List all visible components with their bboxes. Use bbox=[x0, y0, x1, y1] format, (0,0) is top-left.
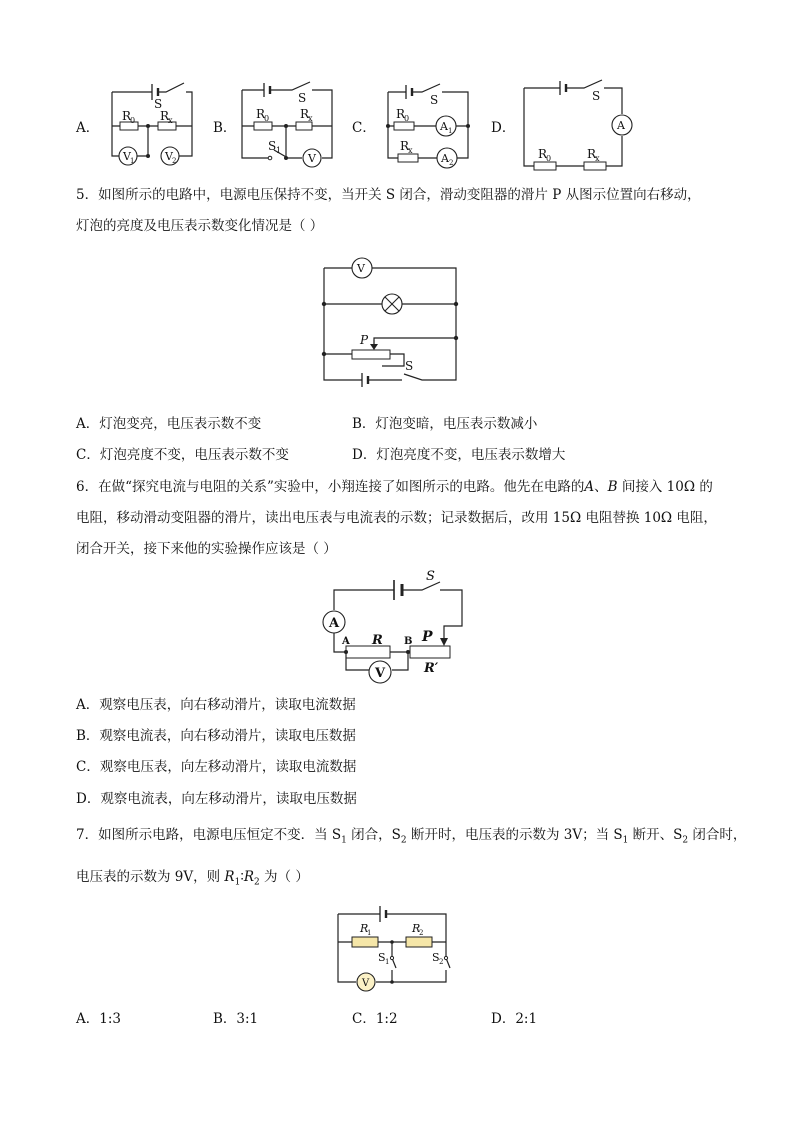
q4-option-a-circuit bbox=[108, 78, 198, 173]
q7-colon: ∶ bbox=[240, 869, 244, 885]
q6-resistor-label: R bbox=[372, 633, 383, 648]
q7-s1-label-sub: 1 bbox=[385, 958, 390, 966]
q4-option-d-circuit bbox=[520, 78, 630, 174]
q6-point-b-label: B bbox=[404, 636, 413, 647]
q7-r2-label: R bbox=[412, 922, 421, 935]
q6-voltmeter-label: V bbox=[375, 666, 386, 681]
q7-r1-sub: 1 bbox=[234, 877, 241, 888]
q4d-r0-sub: 0 bbox=[546, 154, 552, 163]
q5-text-line1: 5．如图所示的电路中，电源电压保持不变，当开关 S 闭合，滑动变阻器的滑片 P 从图示位置向右移动， bbox=[76, 187, 701, 203]
q6-slider-label: P bbox=[422, 629, 433, 645]
q5-circuit bbox=[318, 254, 468, 389]
q7-line2-a: 电压表的示数为 9V，则 bbox=[76, 869, 225, 885]
q4a-rx-label: R bbox=[160, 109, 170, 123]
q6-point-a: A bbox=[584, 479, 595, 495]
q5-option-a[interactable]: A．灯泡变亮，电压表示数不变 bbox=[76, 416, 262, 432]
q6-rheostat-label: R′ bbox=[424, 661, 439, 676]
q7-r2-sub: 2 bbox=[254, 877, 260, 888]
q5-slider-label: P bbox=[360, 333, 369, 347]
q7-s2-label: S bbox=[432, 951, 440, 964]
q4-option-b-letter[interactable]: B． bbox=[213, 120, 237, 136]
q4b-v-label: V bbox=[308, 152, 316, 165]
q7-line1-e: 闭合时， bbox=[688, 827, 747, 843]
q7-option-d[interactable]: D．2:1 bbox=[491, 1011, 538, 1027]
q7-r1: R bbox=[224, 869, 235, 885]
q4a-switch-label: S bbox=[154, 97, 163, 111]
q7-line1-d: 断开、S bbox=[628, 827, 683, 843]
q5-text-line2: 灯泡的亮度及电压表示数变化情况是（ ） bbox=[76, 218, 324, 234]
q7-s1-label: S bbox=[378, 951, 386, 964]
q4d-r0-label: R bbox=[538, 147, 548, 161]
q6-option-b[interactable]: B．观察电流表，向右移动滑片，读取电压数据 bbox=[76, 728, 356, 744]
q4a-v1-sub: 1 bbox=[130, 157, 135, 165]
q6-line1-post: 间接入 10Ω 的 bbox=[617, 479, 713, 495]
q4-option-b-circuit bbox=[240, 80, 336, 170]
q7-r2-label-sub: 2 bbox=[419, 929, 424, 937]
q7-line1-a: 7．如图所示电路，电源电压恒定不变．当 S bbox=[76, 827, 342, 843]
q5-voltmeter-label: V bbox=[357, 262, 365, 275]
q7-r1-label: R bbox=[360, 922, 369, 935]
q7-r2: R bbox=[243, 869, 255, 885]
q7-line1-b: 闭合，S bbox=[346, 827, 401, 843]
q5-option-b[interactable]: B．灯泡变暗，电压表示数减小 bbox=[352, 416, 538, 432]
q4a-r0-sub: 0 bbox=[130, 116, 136, 125]
q7-sub4: 2 bbox=[682, 835, 689, 846]
q4c-a1-label: A bbox=[440, 120, 448, 133]
q4b-s1-label: S bbox=[268, 139, 277, 153]
q7-sub1: 1 bbox=[341, 835, 347, 846]
q6-option-a[interactable]: A．观察电压表，向右移动滑片，读取电流数据 bbox=[76, 697, 356, 713]
q7-voltmeter-label: V bbox=[362, 978, 370, 989]
q4b-switch-label: S bbox=[298, 91, 307, 105]
q4b-rx-sub: x bbox=[308, 114, 313, 123]
q7-option-a[interactable]: A．1:3 bbox=[76, 1011, 121, 1027]
q4a-v1-label: V bbox=[123, 150, 131, 163]
q6-option-c[interactable]: C．观察电压表，向左移动滑片，读取电流数据 bbox=[76, 759, 357, 775]
q6-switch-label: S bbox=[426, 569, 435, 584]
q4c-rx-label: R bbox=[400, 139, 410, 153]
q4a-v2-label: V bbox=[165, 150, 173, 163]
q5-option-d[interactable]: D．灯泡亮度不变，电压表示数增大 bbox=[352, 447, 566, 463]
q4d-a-label: A bbox=[617, 119, 625, 132]
q7-option-c[interactable]: C．1:2 bbox=[352, 1011, 398, 1027]
q4c-switch-label: S bbox=[430, 93, 439, 107]
q4d-switch-label: S bbox=[592, 89, 601, 103]
q5-switch-label: S bbox=[405, 359, 414, 373]
q7-line1-c: 断开时，电压表的示数为 3V；当 S bbox=[406, 827, 623, 843]
q4c-a2-sub: 2 bbox=[449, 159, 454, 167]
q4-option-c-letter[interactable]: C． bbox=[352, 120, 376, 136]
q4a-v2-sub: 2 bbox=[172, 157, 177, 165]
q6-text-line3: 闭合开关，接下来他的实验操作应该是（ ） bbox=[76, 541, 337, 557]
q6-text-line2: 电阻，移动滑动变阻器的滑片，读出电压表与电流表的示数；记录数据后，改用 15Ω 电阻替换 10Ω 电阻， bbox=[76, 510, 717, 526]
q6-point-b: B bbox=[607, 479, 618, 495]
q6-ammeter-label: A bbox=[329, 616, 340, 631]
q4c-a2-label: A bbox=[441, 152, 449, 165]
q7-text-line2 bbox=[76, 867, 309, 893]
q6-circuit bbox=[316, 568, 476, 690]
q4c-r0-sub: 0 bbox=[404, 114, 410, 123]
q4a-rx-sub: x bbox=[168, 116, 173, 125]
q4c-a1-sub: 1 bbox=[448, 127, 453, 135]
q7-r1-label-sub: 1 bbox=[367, 929, 372, 937]
q4c-rx-sub: x bbox=[408, 146, 413, 155]
q4d-rx-sub: x bbox=[595, 154, 600, 163]
q4d-rx-label: R bbox=[587, 147, 597, 161]
q6-sep: 、 bbox=[594, 479, 608, 495]
q4c-r0-label: R bbox=[396, 107, 406, 121]
q7-text-line1 bbox=[76, 825, 746, 851]
q4a-r0-label: R bbox=[122, 109, 132, 123]
q4b-r0-sub: 0 bbox=[264, 114, 270, 123]
q4-option-d-letter[interactable]: D． bbox=[491, 120, 516, 136]
q4b-r0-label: R bbox=[256, 107, 266, 121]
q6-point-a-label: A bbox=[342, 636, 350, 647]
q7-sub3: 1 bbox=[622, 835, 629, 846]
q4-option-c-circuit bbox=[384, 80, 474, 172]
q5-option-c[interactable]: C．灯泡亮度不变，电压表示数不变 bbox=[76, 447, 289, 463]
q6-text-line1 bbox=[76, 477, 713, 497]
q4b-s1-sub: 1 bbox=[276, 146, 282, 155]
q7-line2-b: 为（ ） bbox=[259, 869, 309, 885]
q6-line1-pre: 6．在做“探究电流与电阻的关系”实验中，小翔连接了如图所示的电路。他先在电路的 bbox=[76, 479, 585, 495]
q7-s2-label-sub: 2 bbox=[439, 958, 444, 966]
q6-option-d[interactable]: D．观察电流表，向左移动滑片，读取电压数据 bbox=[76, 791, 357, 807]
q4-option-a-letter[interactable]: A． bbox=[76, 120, 100, 136]
q7-sub2: 2 bbox=[400, 835, 407, 846]
q4b-rx-label: R bbox=[300, 107, 310, 121]
q7-circuit bbox=[334, 906, 454, 996]
q7-option-b[interactable]: B．3:1 bbox=[213, 1011, 259, 1027]
